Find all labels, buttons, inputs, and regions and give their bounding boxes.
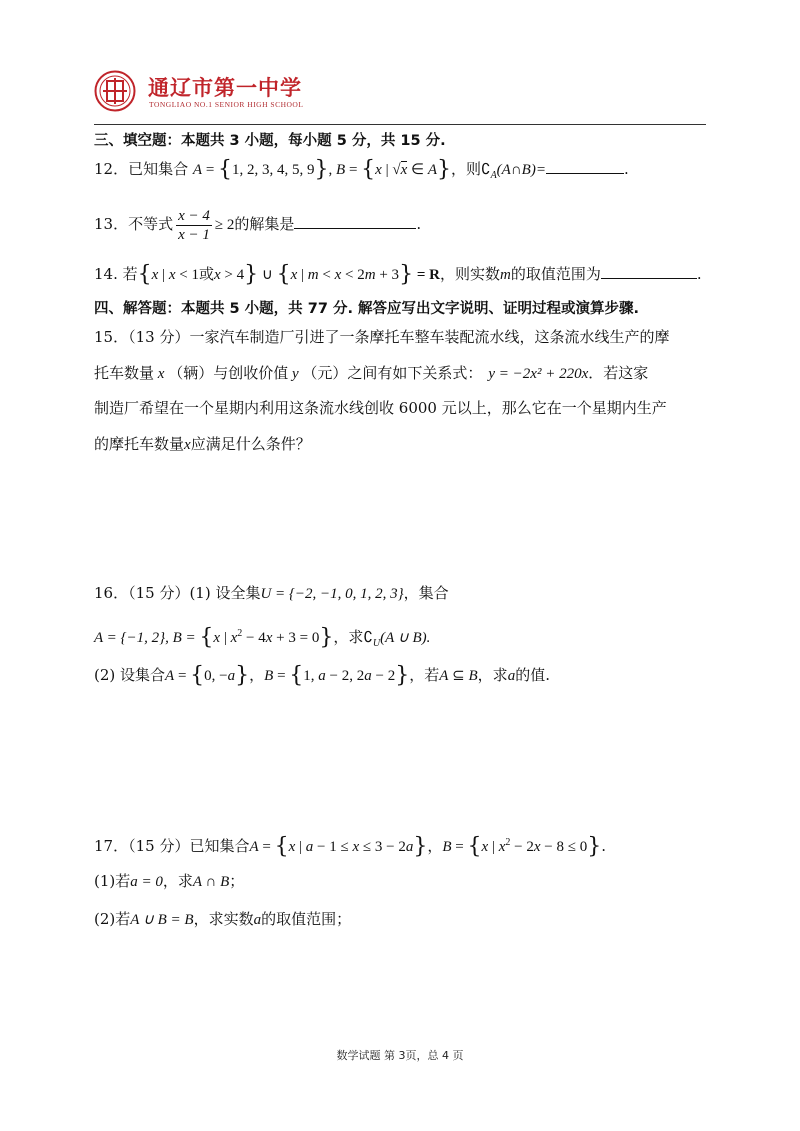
q12-tail: ，则∁ bbox=[451, 160, 491, 178]
q17-p1-a: (1)若 bbox=[94, 872, 131, 890]
q16-text-g: ，若 bbox=[409, 666, 440, 684]
q16-text-f: ， bbox=[249, 666, 265, 684]
q14-or: 或 bbox=[198, 265, 214, 283]
q15-line-2: 托车数量 x （辆）与创收价值 y （元）之间有如下关系式： y = −2x² + 220x．若这家 bbox=[94, 364, 649, 382]
q17-part-2 bbox=[94, 908, 351, 931]
question-14: 14. 若{x | x < 1或x > 4} ∪ {x | m < x < 2m + 3} = R，则实数m的取值范围为 . bbox=[94, 262, 702, 287]
q14-lead: 若 bbox=[122, 265, 138, 283]
q13-denominator: x − 1 bbox=[178, 226, 210, 243]
school-logo-seal bbox=[94, 70, 136, 112]
q17-p2-e: 的取值范围； bbox=[261, 910, 352, 928]
q12-lead: 已知集合 bbox=[128, 160, 189, 178]
q13-number: 13． bbox=[94, 215, 129, 233]
q16-sub: U bbox=[372, 638, 381, 649]
q12-end: . bbox=[623, 160, 629, 178]
q15-line-3: 制造厂希望在一个星期内利用这条流水线创收 6000 元以上，那么它在一个星期内生产 bbox=[94, 399, 667, 417]
q12-sub: A bbox=[490, 170, 497, 181]
header-divider bbox=[94, 124, 706, 125]
question-12: 12．已知集合 A = {1, 2, 3, 4, 5, 9}, B = {x | √x ∈ A}，则$∁_A(A\cap B)=$ . bbox=[94, 157, 629, 182]
q14-answer-blank[interactable] bbox=[601, 264, 697, 279]
q13-end: . bbox=[416, 215, 422, 233]
q16-text-b: ，集合 bbox=[403, 584, 449, 602]
q15-text-f: 应满足什么条件？ bbox=[190, 435, 311, 453]
q16-text-c: ，求∁ bbox=[333, 628, 373, 646]
q13-lead: 不等式 bbox=[128, 215, 174, 233]
q16-text-i: 的值. bbox=[515, 666, 550, 684]
q13-fraction bbox=[176, 207, 212, 244]
q15-line-1: 15．（13 分）一家汽车制造厂引进了一条摩托车整车装配流水线，这条流水线生产的摩 bbox=[94, 328, 670, 346]
q14-rhs: = R bbox=[413, 267, 440, 283]
q17-p2-c: ，求实数 bbox=[193, 910, 254, 928]
q13-numerator: x − 4 bbox=[178, 207, 210, 224]
q14-tail2: 的取值范围为 bbox=[510, 265, 601, 283]
q15-text-c: （元）之间有如下关系式： bbox=[302, 364, 483, 382]
q16-set-ab: A = {−1, 2}, B = bbox=[94, 630, 200, 646]
q17-part-1 bbox=[94, 870, 244, 893]
section-3-title: 三、填空题：本题共 3 小题，每小题 5 分，共 15 分. bbox=[94, 133, 446, 149]
q17-p1-d: A ∩ B bbox=[192, 874, 230, 890]
q12-answer-blank[interactable] bbox=[546, 159, 624, 174]
q12-number: 12． bbox=[94, 160, 129, 178]
school-name-cn: 通辽市第一中学 bbox=[148, 76, 302, 100]
q16-line-3: (2) 设集合A = {0, −a}，B = {1, a − 2, 2a − 2}，若A ⊆ B，求a的值. bbox=[94, 663, 550, 688]
q17-line-1: 17．（15 分）已知集合A = {x | a − 1 ≤ x ≤ 3 − 2a}，B = {x | $x^2 - 2x - 8 \le 0$}. bbox=[94, 834, 606, 859]
q16-text-h: ，求 bbox=[477, 666, 508, 684]
q16-text-d: (A ∪ B). bbox=[380, 630, 431, 646]
q15-text-d: ．若这家 bbox=[588, 364, 649, 382]
q14-end: . bbox=[696, 265, 702, 283]
q17-p2-b: A ∪ B = B bbox=[130, 912, 194, 928]
q16-line-2: A = {−1, 2}, B = {x | $x^2 - 4x + 3 = 0$}，求$∁_U(A$ ∪ B). bbox=[94, 625, 431, 650]
q13-tail: 的解集是 bbox=[234, 215, 295, 233]
q17-text-c: . bbox=[601, 837, 606, 855]
q13-answer-blank[interactable] bbox=[294, 214, 416, 229]
question-13 bbox=[94, 204, 421, 245]
q15-line-4: 的摩托车数量x应满足什么条件？ bbox=[94, 435, 311, 453]
q17-p1-e: ； bbox=[229, 872, 245, 890]
q14-tail: ，则实数 bbox=[439, 265, 500, 283]
q16-line-1 bbox=[94, 582, 449, 605]
q15-text-a: 托车数量 bbox=[94, 364, 155, 382]
q15-text-e: 的摩托车数量 bbox=[94, 435, 185, 453]
school-name-en: TONGLIAO NO.1 SENIOR HIGH SCHOOL bbox=[149, 100, 304, 109]
q15-formula: y = −2x² + 220x bbox=[488, 366, 589, 382]
q13-inequality: ≥ 2 bbox=[214, 217, 235, 233]
q17-text-b: ， bbox=[427, 837, 443, 855]
q17-p2-d: a bbox=[253, 912, 262, 928]
q17-p1-c: ，求 bbox=[162, 872, 193, 890]
q14-number: 14. bbox=[94, 265, 123, 283]
q12-expr: (A∩B)= bbox=[496, 162, 546, 178]
q16-text-a: 16．（15 分）(1) 设全集 bbox=[94, 584, 261, 602]
section-4-title: 四、解答题：本题共 5 小题，共 77 分. 解答应写出文字说明、证明过程或演算步骤. bbox=[94, 301, 640, 317]
q17-p2-a: (2)若 bbox=[94, 910, 131, 928]
q16-text-e: (2) 设集合 bbox=[94, 666, 166, 684]
q17-text-a: 17．（15 分）已知集合 bbox=[94, 837, 250, 855]
q17-p1-b: a = 0 bbox=[130, 874, 163, 890]
page-footer: 数学试题 第 3页，总 4 页 bbox=[336, 1049, 464, 1062]
q14-var: m bbox=[499, 267, 511, 283]
school-header bbox=[94, 66, 714, 124]
q15-text-b: （辆）与创收价值 bbox=[168, 364, 289, 382]
q16-set-u: U = {−2, −1, 0, 1, 2, 3} bbox=[260, 586, 404, 602]
